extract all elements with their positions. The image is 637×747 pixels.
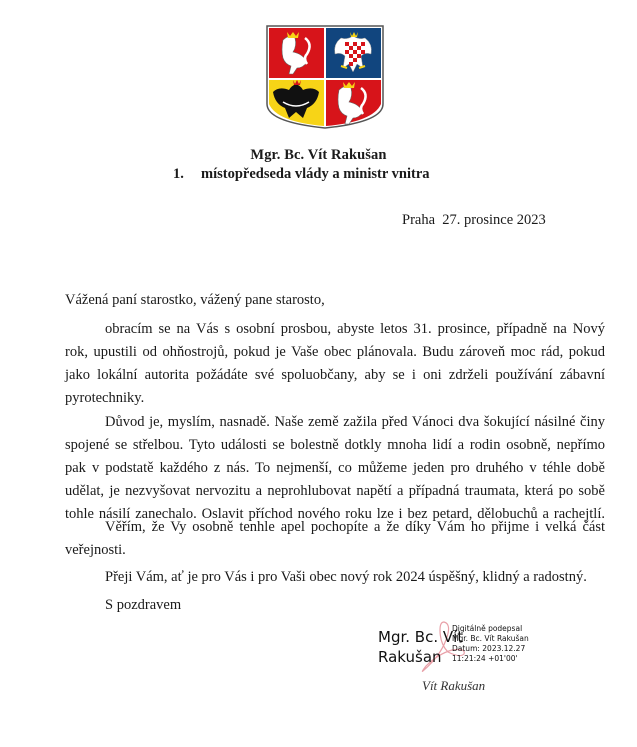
signature-time: 11:21:24 +01'00' bbox=[452, 654, 518, 663]
signature-label: Digitálně podepsal bbox=[452, 624, 523, 633]
paragraph-request bbox=[65, 318, 605, 410]
text-line: veřejnosti. bbox=[65, 542, 126, 558]
text-line: pyrotechniky. bbox=[65, 390, 145, 406]
text-line: rok, upustili od ohňostrojů, pokud je Vaše obec plánovala. Budu zároveň moc rád, pokud bbox=[65, 344, 605, 360]
paragraph-reason bbox=[65, 411, 605, 526]
text-line: jako lokální autorita požádáte své spoluobčany, aby se i oni zdrželi používání zábavní bbox=[65, 367, 605, 383]
salutation: Vážená paní starostko, vážený pane starosto, bbox=[65, 292, 325, 308]
new-year-wish: Přeji Vám, ať je pro Vás i pro Vaši obec nový rok 2024 úspěšný, klidný a radostný. bbox=[105, 569, 587, 585]
minister-role-heading bbox=[173, 166, 430, 183]
text-line: udělat, je nezvyšovat nervozitu a neprohlubovat napětí a případná traumata, která po sobě bbox=[65, 483, 605, 499]
printed-signature-name: Vít Rakušan bbox=[422, 678, 486, 693]
role-text: místopředseda vlády a ministr vnitra bbox=[201, 166, 430, 182]
signer-name: Mgr. Bc. Vít Rakušan bbox=[378, 628, 464, 666]
text-line: Důvod je, myslím, nasnadě. Naše země zažila před Vánoci dva šokující násilné činy bbox=[105, 414, 605, 430]
text-line: obracím se na Vás s osobní prosbou, abyste letos 31. prosince, případně na Nový bbox=[105, 321, 605, 337]
coat-of-arms-emblem bbox=[263, 24, 387, 130]
text-line: pak v podstatě každého z nás. To nejmenší, co můžeme jeden pro druhého v téhle době bbox=[65, 460, 605, 476]
minister-name-heading: Mgr. Bc. Vít Rakušan bbox=[250, 147, 387, 163]
text-line: tohle násilí zanechalo. Oslavit příchod nového roku lze i bez petard, dělobuchů a rachejtlí. bbox=[65, 506, 605, 522]
role-number: 1. bbox=[173, 166, 184, 182]
signature-details bbox=[452, 624, 529, 664]
paragraph-belief bbox=[65, 516, 605, 562]
signature-date: Datum: 2023.12.27 bbox=[452, 644, 526, 653]
signature-signer: Mgr. Bc. Vít Rakušan bbox=[452, 634, 529, 643]
closing-greeting: S pozdravem bbox=[105, 597, 182, 613]
text-line: Věřím, že Vy osobně tenhle apel pochopíte a že díky Vám ho přijme i velká část bbox=[105, 519, 605, 535]
place-date-line: Praha 27. prosince 2023 bbox=[402, 212, 546, 228]
text-line: spojené se střelbou. Tyto události se bolestně dotkly mnoha lidí a rodin osobně, nepřímo bbox=[65, 437, 605, 453]
